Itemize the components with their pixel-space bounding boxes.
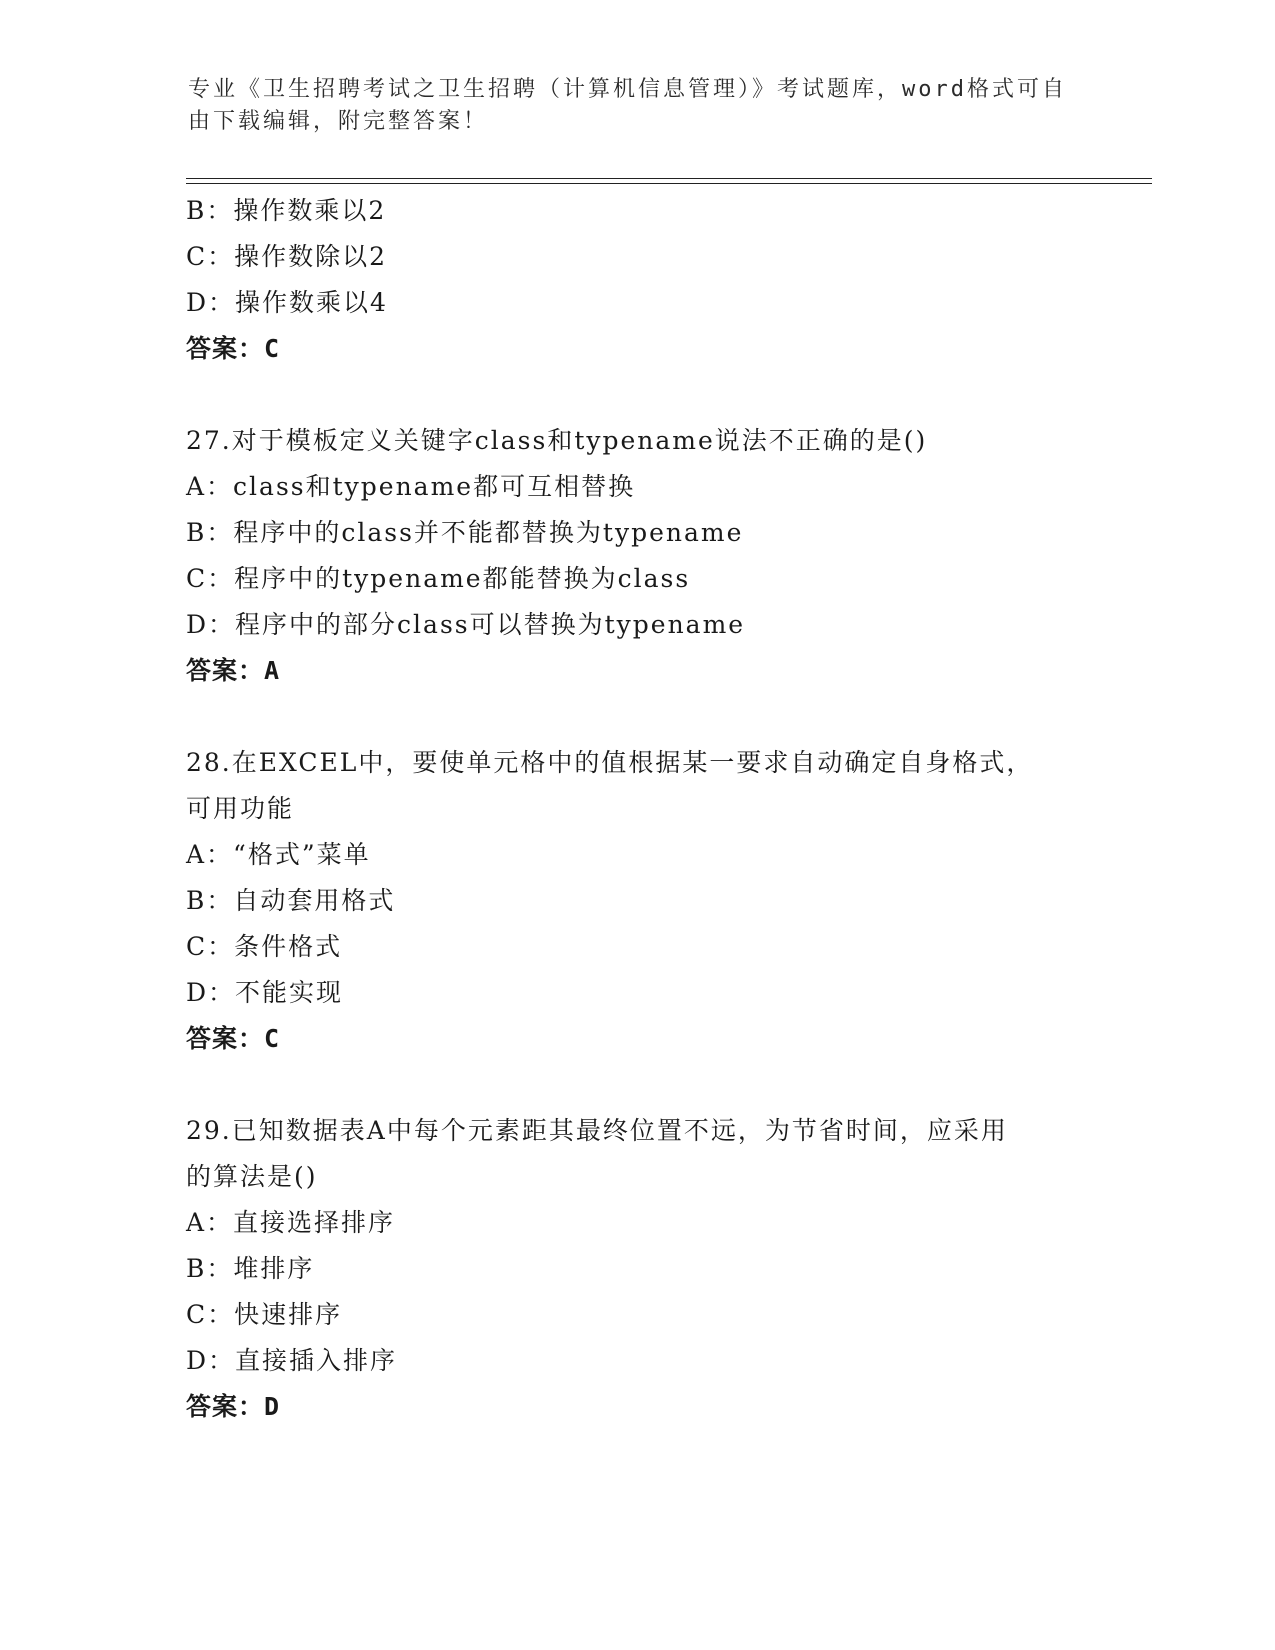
- option-c: C：程序中的typename都能替换为class: [186, 564, 691, 593]
- option-c: C：条件格式: [186, 932, 343, 961]
- option-b: B：自动套用格式: [186, 886, 396, 915]
- answer: 答案：C: [186, 334, 281, 363]
- answer: 答案：D: [186, 1392, 281, 1421]
- question-stem-line-1: 28.在EXCEL中，要使单元格中的值根据某一要求自动确定自身格式，: [186, 748, 1034, 777]
- header-divider-top: [186, 178, 1152, 179]
- question-stem-line-2: 可用功能: [186, 794, 295, 823]
- question-26: [186, 188, 1086, 372]
- option-d: D：直接插入排序: [186, 1346, 398, 1375]
- option-b: B：堆排序: [186, 1254, 315, 1283]
- option-c: C：操作数除以2: [186, 242, 388, 271]
- option-b: B：操作数乘以2: [186, 196, 387, 225]
- option-a: A：直接选择排序: [186, 1208, 396, 1237]
- option-a: A：“格式”菜单: [186, 840, 371, 869]
- question-29: [186, 1108, 1086, 1430]
- question-gap: [186, 372, 1086, 418]
- header-line-2: 由下载编辑，附完整答案！: [188, 109, 489, 134]
- option-c: C：快速排序: [186, 1300, 343, 1329]
- document-header: [188, 74, 1088, 138]
- question-stem: 27.对于模板定义关键字class和typename说法不正确的是(): [186, 426, 928, 455]
- question-stem-line-1: 29.已知数据表A中每个元素距其最终位置不远，为节省时间，应采用: [186, 1116, 1008, 1145]
- question-27: [186, 418, 1086, 694]
- option-d: D：不能实现: [186, 978, 344, 1007]
- question-stem-line-2: 的算法是(): [186, 1162, 318, 1191]
- header-divider-bottom: [186, 183, 1152, 184]
- answer: 答案：C: [186, 1024, 281, 1053]
- header-line-1: 专业《卫生招聘考试之卫生招聘（计算机信息管理）》考试题库，word格式可自: [188, 77, 1067, 102]
- option-d: D：操作数乘以4: [186, 288, 388, 317]
- question-gap: [186, 1062, 1086, 1108]
- option-d: D：程序中的部分class可以替换为typename: [186, 610, 746, 639]
- question-gap: [186, 694, 1086, 740]
- question-list: [186, 188, 1086, 1430]
- answer: 答案：A: [186, 656, 281, 685]
- option-b: B：程序中的class并不能都替换为typename: [186, 518, 744, 547]
- question-28: [186, 740, 1086, 1062]
- option-a: A：class和typename都可互相替换: [186, 472, 636, 501]
